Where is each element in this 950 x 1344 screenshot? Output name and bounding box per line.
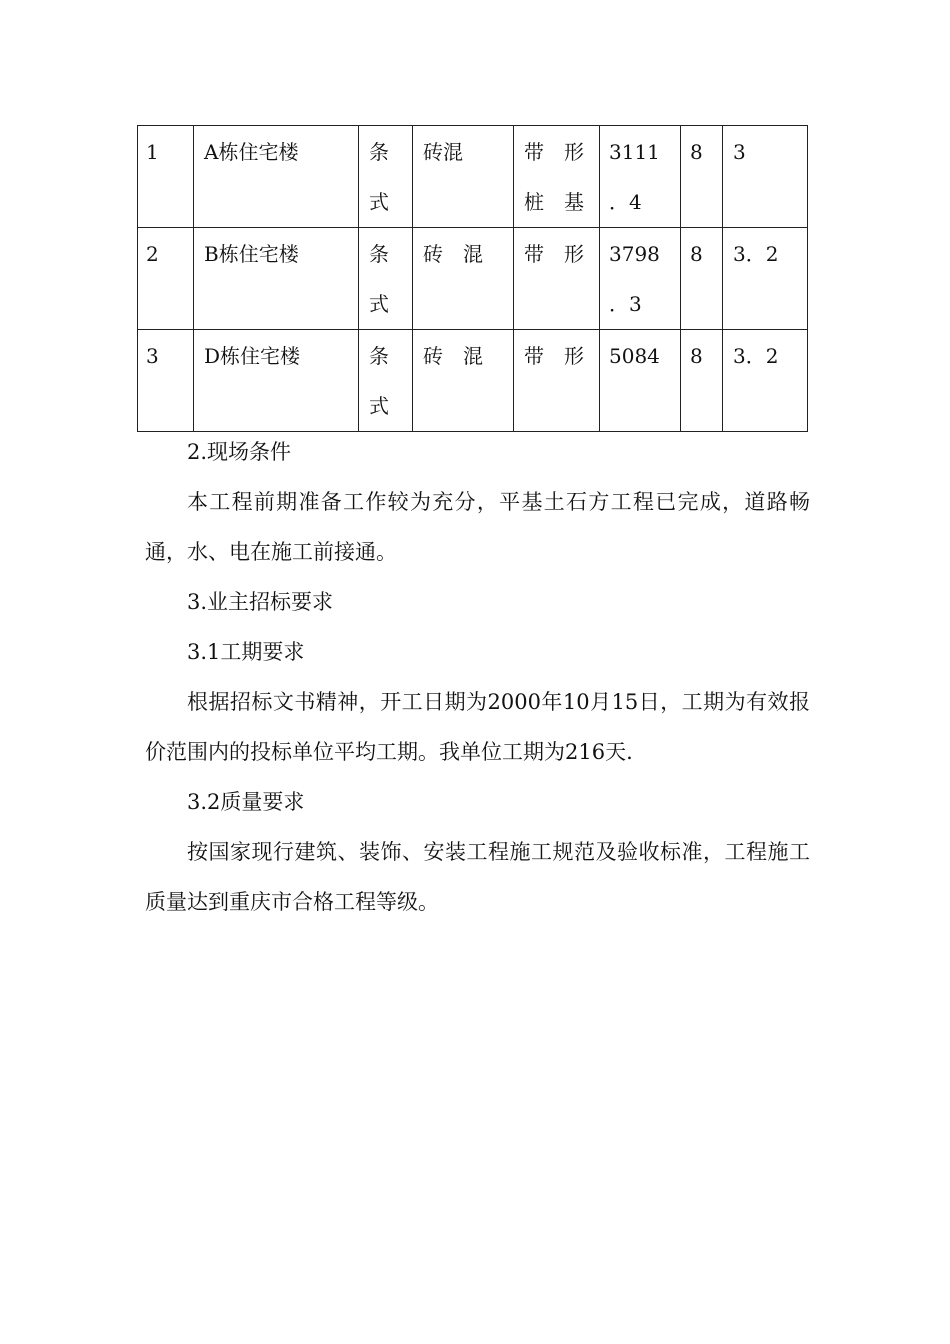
cell-material: 砖 混 xyxy=(413,330,514,432)
table-row xyxy=(138,330,808,432)
cell-area: 5084 xyxy=(600,330,681,432)
site-conditions-heading: 2.现场条件 xyxy=(187,440,292,464)
quality-paragraph xyxy=(145,827,810,927)
site-conditions-paragraph xyxy=(145,477,810,577)
cell-no: 3 xyxy=(138,330,194,432)
cell-foundation: 带 形 桩 基 xyxy=(514,126,600,228)
cell-structure: 条 式 xyxy=(359,330,413,432)
cell-height: 3．2 xyxy=(723,228,808,330)
schedule-heading: 3.1工期要求 xyxy=(187,640,305,664)
quality-heading: 3.2质量要求 xyxy=(187,790,305,814)
site-conditions-text: 本工程前期准备工作较为充分，平基土石方工程已完成，道路畅通，水、电在施工前接通。 xyxy=(145,490,810,564)
cell-floors: 8 xyxy=(681,126,723,228)
cell-name: A栋住宅楼 xyxy=(194,126,359,228)
building-table xyxy=(137,125,808,432)
cell-structure: 条 式 xyxy=(359,126,413,228)
cell-floors: 8 xyxy=(681,228,723,330)
cell-material: 砖 混 xyxy=(413,228,514,330)
cell-no: 2 xyxy=(138,228,194,330)
cell-no: 1 xyxy=(138,126,194,228)
cell-floors: 8 xyxy=(681,330,723,432)
cell-name: B栋住宅楼 xyxy=(194,228,359,330)
schedule-text: 根据招标文书精神，开工日期为2000年10月15日，工期为有效报价范围内的投标单位平均工期。我单位工期为216天. xyxy=(145,690,810,764)
cell-material: 砖混 xyxy=(413,126,514,228)
table-row xyxy=(138,228,808,330)
cell-area: 3798 ．3 xyxy=(600,228,681,330)
schedule-paragraph xyxy=(145,677,810,777)
cell-height: 3．2 xyxy=(723,330,808,432)
quality-text: 按国家现行建筑、装饰、安装工程施工规范及验收标准，工程施工质量达到重庆市合格工程等级。 xyxy=(145,840,810,914)
cell-structure: 条 式 xyxy=(359,228,413,330)
owner-requirements-heading: 3.业主招标要求 xyxy=(187,590,334,614)
table-row xyxy=(138,126,808,228)
cell-name: D栋住宅楼 xyxy=(194,330,359,432)
cell-foundation: 带 形 xyxy=(514,330,600,432)
cell-area: 3111 ．4 xyxy=(600,126,681,228)
cell-foundation: 带 形 xyxy=(514,228,600,330)
cell-height: 3 xyxy=(723,126,808,228)
